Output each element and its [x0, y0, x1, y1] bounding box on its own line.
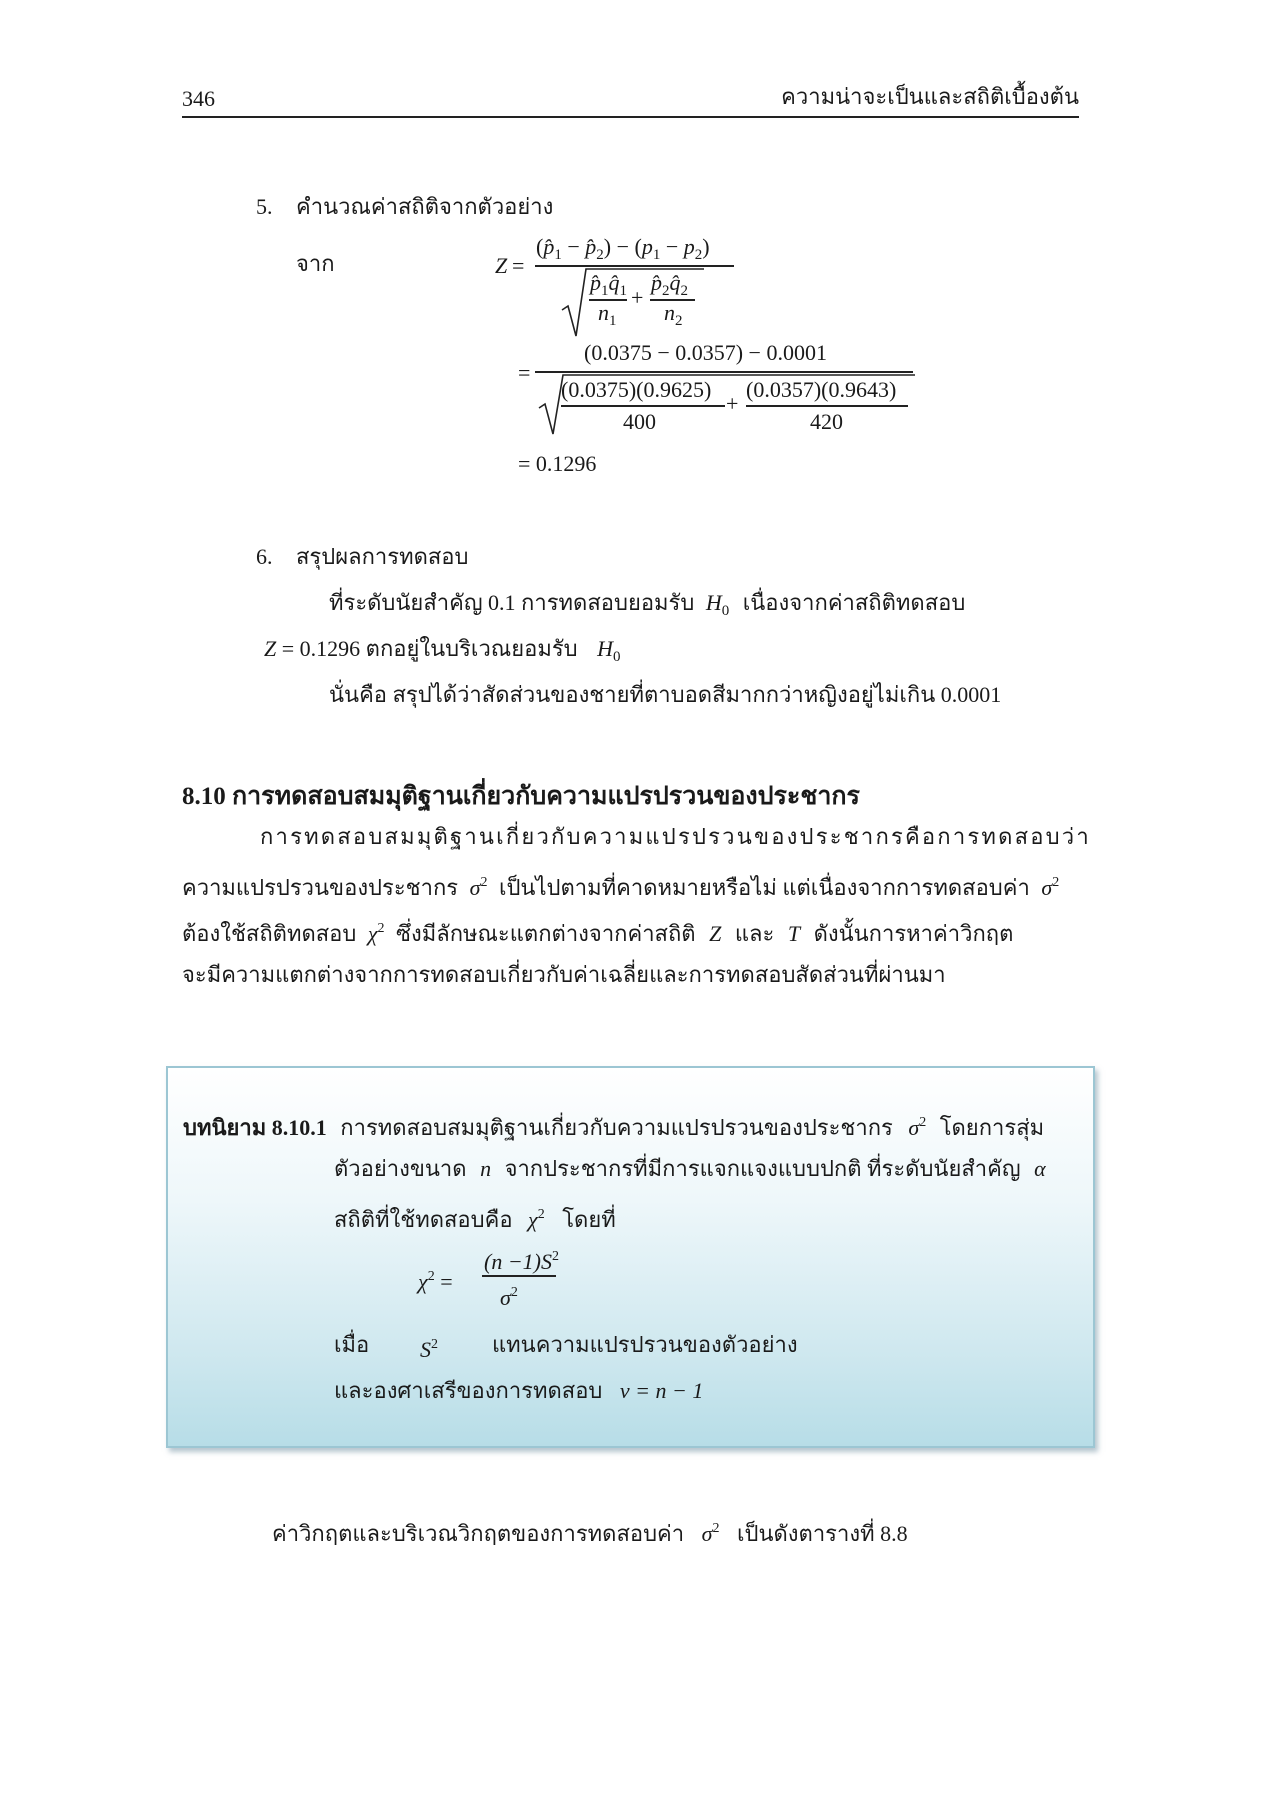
section-para-line1: การทดสอบสมมุติฐานเกี่ยวกับความแปรปรวนของประชากรคือการทดสอบว่า [260, 824, 1091, 849]
step6-conclusion: นั่นคือ สรุปได้ว่าสัดส่วนของชายที่ตาบอดสีมากกว่าหญิงอยู่ไม่เกิน 0.0001 [329, 682, 1002, 707]
z-result: = 0.1296 [518, 451, 597, 476]
definition-when: เมื่อ [334, 1332, 370, 1357]
step5-number: 5. [256, 194, 273, 219]
section-para-line2: ความแปรปรวนของประชากร $\sigma^2$ เป็นไปตามที่คาดหมายหรือไม่ แต่เนื่องจากการทดสอบค่า $\sigma^2$ [182, 875, 1060, 900]
definition-line3: สถิติที่ใช้ทดสอบคือ $\chi^2$ โดยที่ [334, 1207, 616, 1232]
page-number: 346 [182, 86, 215, 111]
step6-number: 6. [256, 544, 273, 569]
definition-s2-desc: แทนความแปรปรวนของตัวอย่าง [492, 1332, 798, 1357]
step6-line1: ที่ระดับนัยสำคัญ 0.1 การทดสอบยอมรับ $H_0$ เนื่องจากค่าสถิติทดสอบ [329, 590, 966, 619]
running-title: ความน่าจะเป็นและสถิติเบื้องต้น [781, 84, 1079, 109]
section-heading: 8.10 การทดสอบสมมุติฐานเกี่ยวกับความแปรปรวนของประชากร [182, 783, 860, 810]
formula2-numerator: (0.0375 − 0.0357) − 0.0001 [584, 340, 827, 365]
definition-s2: $S^2$ [420, 1337, 438, 1362]
section-para-line3: ต้องใช้สถิติทดสอบ $\chi^2$ ซึ่งมีลักษณะแตกต่างจากค่าสถิติ Z และ T ดังนั้นการหาค่าวิกฤต [182, 921, 1014, 946]
from-label: จาก [296, 251, 335, 276]
step6-line2: Z = 0.1296 ตกอยู่ในบริเวณยอมรับ $H_0$ [264, 636, 621, 665]
closing-line: ค่าวิกฤตและบริเวณวิกฤตของการทดสอบค่า $\sigma^2$ เป็นดังตารางที่ 8.8 [272, 1521, 908, 1546]
definition-df: และองศาเสรีของการทดสอบ ν = n − 1 [334, 1378, 704, 1403]
section-para-line4: จะมีความแตกต่างจากการทดสอบเกี่ยวกับค่าเฉลี่ยและการทดสอบสัดส่วนที่ผ่านมา [182, 962, 946, 987]
header-rule [182, 116, 1079, 118]
definition-line2: ตัวอย่างขนาด n จากประชากรที่มีการแจกแจงแบบปกติ ที่ระดับนัยสำคัญ α [334, 1156, 1046, 1181]
step5-title: คำนวณค่าสถิติจากตัวอย่าง [296, 194, 554, 219]
formula1-numerator: ($p̂_1$ − $p̂_2) - (p_1 - p_2)$ [536, 234, 710, 263]
definition-line1: บทนิยาม 8.10.1 การทดสอบสมมุติฐานเกี่ยวกับความแปรปรวนของประชากร $\sigma^2$ โดยการสุ่ม [183, 1115, 1045, 1140]
step6-title: สรุปผลการทดสอบ [296, 544, 469, 569]
